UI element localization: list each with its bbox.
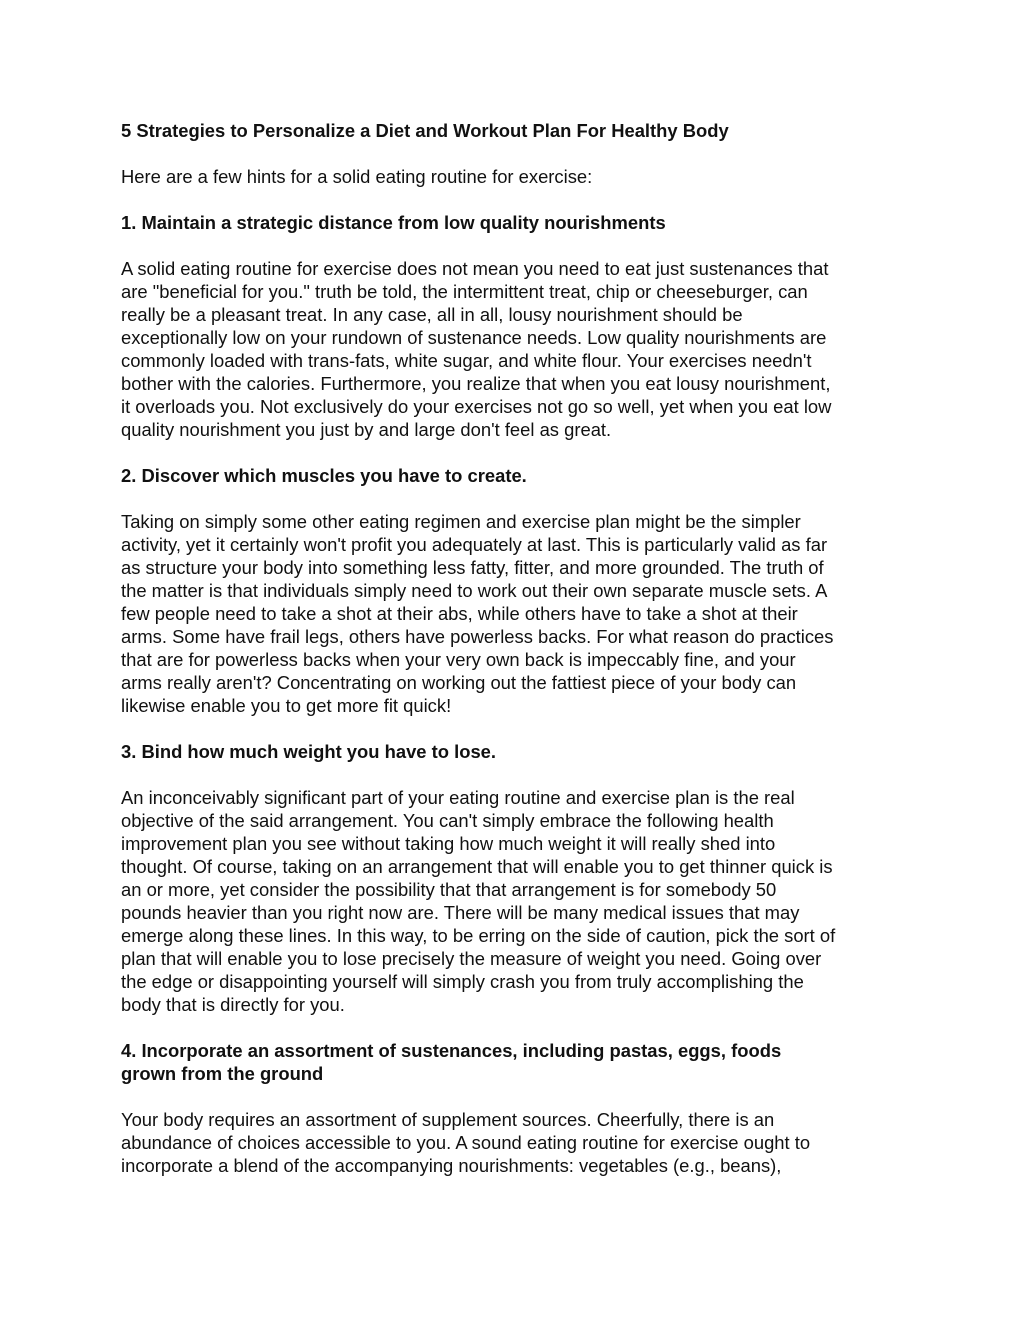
body-line: arms really aren't? Concentrating on working out the fattiest piece of your body can — [121, 672, 797, 693]
body-line: quality nourishment you just by and large don't feel as great. — [121, 419, 612, 440]
body-line: it overloads you. Not exclusively do your exercises not go so well, yet when you eat low — [121, 396, 832, 417]
body-line: objective of the said arrangement. You can't simply embrace the following health — [121, 810, 774, 831]
body-line: as structure your body into something less fatty, fitter, and more grounded. The truth of — [121, 557, 824, 578]
section-heading-4 — [121, 1039, 911, 1085]
heading-line: 1. Maintain a strategic distance from low quality nourishments — [121, 212, 666, 233]
section-heading-3 — [121, 740, 911, 763]
body-line: activity, yet it certainly won't profit you adequately at last. This is particularly valid as far — [121, 534, 828, 555]
body-line: are "beneficial for you." truth be told, the intermittent treat, chip or cheeseburger, can — [121, 281, 808, 302]
section-body-1 — [121, 257, 911, 441]
body-line: thought. Of course, taking on an arrangement that will enable you to get thinner quick is — [121, 856, 833, 877]
document-page — [121, 119, 911, 1200]
section-heading-2 — [121, 464, 911, 487]
body-line: improvement plan you see without taking how much weight it will really shed into — [121, 833, 776, 854]
body-line: bother with the calories. Furthermore, you realize that when you eat lousy nourishment, — [121, 373, 831, 394]
body-line: likewise enable you to get more fit quick! — [121, 695, 452, 716]
intro-paragraph: Here are a few hints for a solid eating routine for exercise: — [121, 166, 593, 187]
section-heading-1 — [121, 211, 911, 234]
body-line: the edge or disappointing yourself will simply crash you from truly accomplishing the — [121, 971, 804, 992]
section-body-4 — [121, 1108, 911, 1177]
section-body-2 — [121, 510, 911, 717]
body-line: incorporate a blend of the accompanying nourishments: vegetables (e.g., beans), — [121, 1155, 782, 1176]
body-line: that are for powerless backs when your very own back is impeccably fine, and your — [121, 649, 796, 670]
body-line: exceptionally low on your rundown of sustenance needs. Low quality nourishments are — [121, 327, 827, 348]
heading-line: 2. Discover which muscles you have to create. — [121, 465, 527, 486]
body-line: body that is directly for you. — [121, 994, 345, 1015]
body-line: an or more, yet consider the possibility that that arrangement is for somebody 50 — [121, 879, 777, 900]
body-line: few people need to take a shot at their abs, while others have to take a shot at their — [121, 603, 798, 624]
heading-line: 4. Incorporate an assortment of sustenances, including pastas, eggs, foods — [121, 1040, 782, 1061]
heading-line: 3. Bind how much weight you have to lose. — [121, 741, 497, 762]
body-line: emerge along these lines. In this way, to be erring on the side of caution, pick the sort of — [121, 925, 836, 946]
body-line: Your body requires an assortment of supplement sources. Cheerfully, there is an — [121, 1109, 775, 1130]
body-line: really be a pleasant treat. In any case, all in all, lousy nourishment should be — [121, 304, 743, 325]
body-line: commonly loaded with trans-fats, white sugar, and white flour. Your exercises needn't — [121, 350, 812, 371]
body-line: plan that will enable you to lose precisely the measure of weight you need. Going over — [121, 948, 822, 969]
body-line: the matter is that individuals simply need to work out their own separate muscle sets. A — [121, 580, 828, 601]
document-title: 5 Strategies to Personalize a Diet and Workout Plan For Healthy Body — [121, 120, 729, 141]
body-line: Taking on simply some other eating regimen and exercise plan might be the simpler — [121, 511, 801, 532]
section-body-3 — [121, 786, 911, 1016]
body-line: arms. Some have frail legs, others have powerless backs. For what reason do practices — [121, 626, 834, 647]
heading-line: grown from the ground — [121, 1063, 324, 1084]
body-line: pounds heavier than you right now are. There will be many medical issues that may — [121, 902, 800, 923]
body-line: A solid eating routine for exercise does not mean you need to eat just sustenances that — [121, 258, 829, 279]
body-line: abundance of choices accessible to you. A sound eating routine for exercise ought to — [121, 1132, 811, 1153]
body-line: An inconceivably significant part of your eating routine and exercise plan is the real — [121, 787, 795, 808]
